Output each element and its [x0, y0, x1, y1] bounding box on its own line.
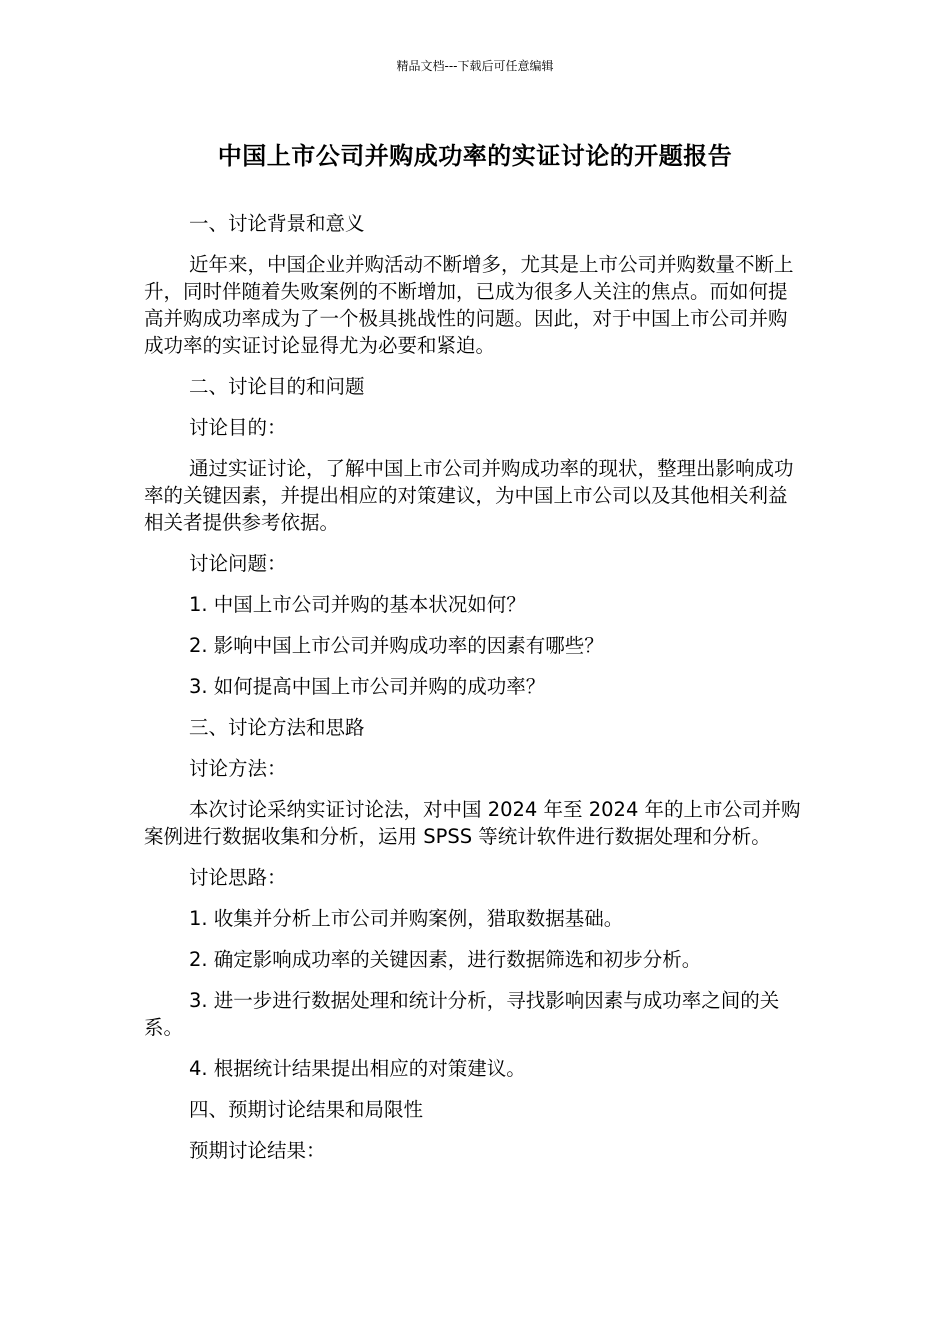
approach-item: 3. 进一步进行数据处理和统计分析，寻找影响因素与成功率之间的关系。 — [144, 989, 780, 1039]
approach-item: 4. 根据统计结果提出相应的对策建议。 — [189, 1057, 526, 1080]
section-heading-3: 三、讨论方法和思路 — [189, 716, 365, 739]
question-item: 3. 如何提高中国上市公司并购的成功率？ — [189, 675, 546, 698]
section-heading-4: 四、预期讨论结果和局限性 — [189, 1098, 424, 1121]
purpose-label: 讨论目的： — [189, 416, 287, 439]
questions-label: 讨论问题： — [189, 552, 287, 575]
document-title: 中国上市公司并购成功率的实证讨论的开题报告 — [217, 142, 733, 170]
background-paragraph: 近年来，中国企业并购活动不断增多，尤其是上市公司并购数量不断上升，同时伴随着失败案例的不断增加，已成为很多人关注的焦点。而如何提高并购成功率成为了一个极具挑战性的问题。因此，对于中国上市公司并购成功率的实证讨论显得尤为必要和紧迫。 — [144, 253, 794, 357]
purpose-paragraph: 通过实证讨论，了解中国上市公司并购成功率的现状，整理出影响成功率的关键因素，并提出相应的对策建议，为中国上市公司以及其他相关利益相关者提供参考依据。 — [144, 457, 794, 534]
expected-results-label: 预期讨论结果： — [189, 1139, 326, 1162]
approach-label: 讨论思路： — [189, 866, 287, 889]
section-heading-2: 二、讨论目的和问题 — [189, 375, 365, 398]
question-item: 1. 中国上市公司并购的基本状况如何？ — [189, 593, 526, 616]
approach-item: 2. 确定影响成功率的关键因素，进行数据筛选和初步分析。 — [189, 948, 702, 971]
method-label: 讨论方法： — [189, 757, 287, 780]
document-body — [144, 210, 806, 1178]
question-item: 2. 影响中国上市公司并购成功率的因素有哪些？ — [189, 634, 604, 657]
method-paragraph: 本次讨论采纳实证讨论法，对中国 2024 年至 2024 年的上市公司并购案例进行数据收集和分析，运用 SPSS 等统计软件进行数据处理和分析。 — [144, 798, 801, 848]
page-header: 精品文档---下载后可任意编辑 — [396, 59, 554, 73]
approach-item: 1. 收集并分析上市公司并购案例，猎取数据基础。 — [189, 907, 624, 930]
section-heading-1: 一、讨论背景和意义 — [189, 212, 365, 235]
